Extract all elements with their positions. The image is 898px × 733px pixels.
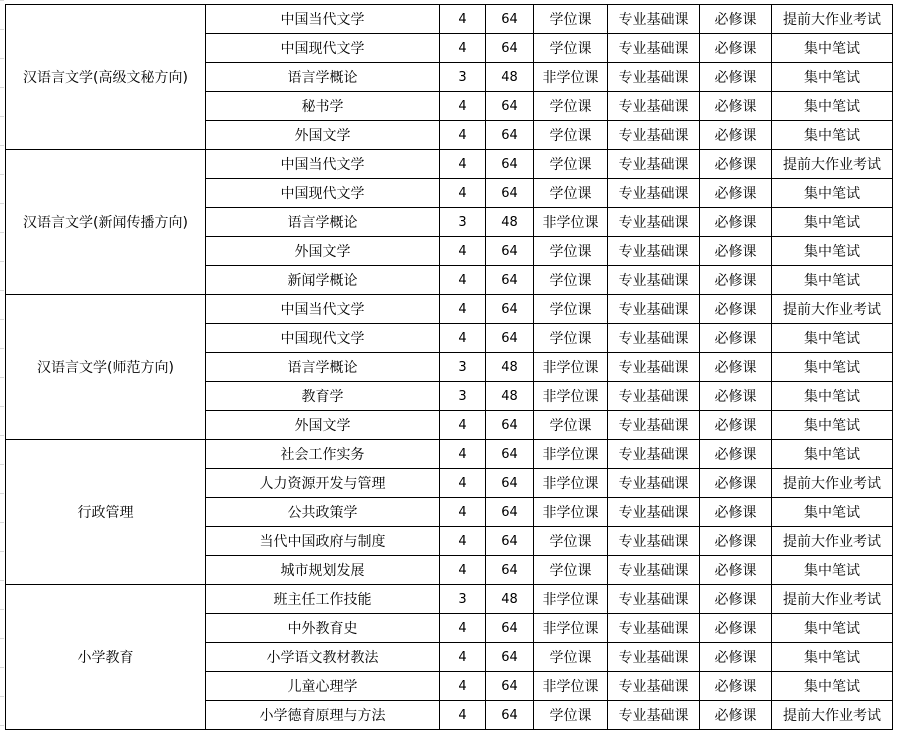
hours-cell: 48 [486, 585, 534, 614]
hours-cell: 64 [486, 527, 534, 556]
course-name-cell: 中国现代文学 [206, 179, 440, 208]
exam-method-cell: 集中笔试 [772, 614, 893, 643]
degree-type-cell: 学位课 [534, 237, 608, 266]
degree-type-cell: 非学位课 [534, 585, 608, 614]
credits-cell: 4 [440, 92, 486, 121]
course-name-cell: 外国文学 [206, 121, 440, 150]
hours-cell: 64 [486, 150, 534, 179]
requirement-cell: 必修课 [700, 34, 772, 63]
requirement-cell: 必修课 [700, 411, 772, 440]
credits-cell: 4 [440, 498, 486, 527]
course-category-cell: 专业基础课 [608, 585, 700, 614]
hours-cell: 64 [486, 266, 534, 295]
credits-cell: 3 [440, 585, 486, 614]
course-name-cell: 语言学概论 [206, 63, 440, 92]
course-table [5, 4, 893, 730]
requirement-cell: 必修课 [700, 179, 772, 208]
hours-cell: 64 [486, 672, 534, 701]
hours-cell: 64 [486, 295, 534, 324]
course-name-cell: 小学语文教材教法 [206, 643, 440, 672]
degree-type-cell: 学位课 [534, 556, 608, 585]
exam-method-cell: 集中笔试 [772, 353, 893, 382]
course-category-cell: 专业基础课 [608, 469, 700, 498]
degree-type-cell: 非学位课 [534, 353, 608, 382]
requirement-cell: 必修课 [700, 295, 772, 324]
degree-type-cell: 学位课 [534, 179, 608, 208]
credits-cell: 4 [440, 295, 486, 324]
requirement-cell: 必修课 [700, 614, 772, 643]
exam-method-cell: 集中笔试 [772, 92, 893, 121]
degree-type-cell: 学位课 [534, 150, 608, 179]
course-name-cell: 小学德育原理与方法 [206, 701, 440, 730]
degree-type-cell: 学位课 [534, 121, 608, 150]
degree-type-cell: 非学位课 [534, 469, 608, 498]
credits-cell: 4 [440, 5, 486, 34]
hours-cell: 64 [486, 34, 534, 63]
course-name-cell: 语言学概论 [206, 208, 440, 237]
hours-cell: 64 [486, 179, 534, 208]
course-category-cell: 专业基础课 [608, 614, 700, 643]
course-name-cell: 中国当代文学 [206, 150, 440, 179]
credits-cell: 4 [440, 527, 486, 556]
requirement-cell: 必修课 [700, 382, 772, 411]
exam-method-cell: 集中笔试 [772, 63, 893, 92]
degree-type-cell: 非学位课 [534, 672, 608, 701]
degree-type-cell: 学位课 [534, 324, 608, 353]
degree-type-cell: 非学位课 [534, 614, 608, 643]
course-category-cell: 专业基础课 [608, 440, 700, 469]
hours-cell: 64 [486, 440, 534, 469]
credits-cell: 4 [440, 324, 486, 353]
exam-method-cell: 集中笔试 [772, 34, 893, 63]
table-row [6, 295, 893, 324]
requirement-cell: 必修课 [700, 150, 772, 179]
course-category-cell: 专业基础课 [608, 150, 700, 179]
course-name-cell: 教育学 [206, 382, 440, 411]
hours-cell: 48 [486, 208, 534, 237]
requirement-cell: 必修课 [700, 498, 772, 527]
requirement-cell: 必修课 [700, 237, 772, 266]
requirement-cell: 必修课 [700, 701, 772, 730]
course-category-cell: 专业基础课 [608, 324, 700, 353]
course-name-cell: 中国当代文学 [206, 5, 440, 34]
requirement-cell: 必修课 [700, 556, 772, 585]
exam-method-cell: 集中笔试 [772, 411, 893, 440]
exam-method-cell: 提前大作业考试 [772, 5, 893, 34]
course-category-cell: 专业基础课 [608, 5, 700, 34]
table-row [6, 150, 893, 179]
hours-cell: 64 [486, 411, 534, 440]
requirement-cell: 必修课 [700, 469, 772, 498]
credits-cell: 4 [440, 179, 486, 208]
degree-type-cell: 学位课 [534, 643, 608, 672]
degree-type-cell: 学位课 [534, 92, 608, 121]
degree-type-cell: 非学位课 [534, 440, 608, 469]
credits-cell: 4 [440, 411, 486, 440]
exam-method-cell: 提前大作业考试 [772, 295, 893, 324]
requirement-cell: 必修课 [700, 121, 772, 150]
course-name-cell: 中国当代文学 [206, 295, 440, 324]
credits-cell: 4 [440, 150, 486, 179]
major-cell: 汉语言文学(师范方向) [6, 295, 206, 440]
hours-cell: 64 [486, 324, 534, 353]
course-category-cell: 专业基础课 [608, 701, 700, 730]
credits-cell: 3 [440, 382, 486, 411]
hours-cell: 64 [486, 92, 534, 121]
degree-type-cell: 学位课 [534, 266, 608, 295]
requirement-cell: 必修课 [700, 585, 772, 614]
exam-method-cell: 提前大作业考试 [772, 150, 893, 179]
credits-cell: 4 [440, 701, 486, 730]
course-name-cell: 外国文学 [206, 411, 440, 440]
course-category-cell: 专业基础课 [608, 643, 700, 672]
course-name-cell: 语言学概论 [206, 353, 440, 382]
credits-cell: 4 [440, 469, 486, 498]
exam-method-cell: 集中笔试 [772, 237, 893, 266]
table-row [6, 585, 893, 614]
course-name-cell: 新闻学概论 [206, 266, 440, 295]
exam-method-cell: 集中笔试 [772, 324, 893, 353]
course-category-cell: 专业基础课 [608, 266, 700, 295]
table-row [6, 440, 893, 469]
exam-method-cell: 提前大作业考试 [772, 527, 893, 556]
course-category-cell: 专业基础课 [608, 179, 700, 208]
exam-method-cell: 集中笔试 [772, 121, 893, 150]
credits-cell: 3 [440, 63, 486, 92]
requirement-cell: 必修课 [700, 208, 772, 237]
course-name-cell: 城市规划发展 [206, 556, 440, 585]
exam-method-cell: 集中笔试 [772, 382, 893, 411]
hours-cell: 64 [486, 498, 534, 527]
degree-type-cell: 非学位课 [534, 208, 608, 237]
exam-method-cell: 集中笔试 [772, 643, 893, 672]
exam-method-cell: 提前大作业考试 [772, 585, 893, 614]
hours-cell: 64 [486, 121, 534, 150]
course-category-cell: 专业基础课 [608, 208, 700, 237]
degree-type-cell: 学位课 [534, 5, 608, 34]
credits-cell: 4 [440, 34, 486, 63]
hours-cell: 64 [486, 237, 534, 266]
course-name-cell: 当代中国政府与制度 [206, 527, 440, 556]
hours-cell: 64 [486, 469, 534, 498]
degree-type-cell: 学位课 [534, 34, 608, 63]
course-category-cell: 专业基础课 [608, 382, 700, 411]
requirement-cell: 必修课 [700, 63, 772, 92]
exam-method-cell: 集中笔试 [772, 672, 893, 701]
degree-type-cell: 学位课 [534, 527, 608, 556]
course-name-cell: 中国现代文学 [206, 324, 440, 353]
degree-type-cell: 学位课 [534, 701, 608, 730]
major-cell: 行政管理 [6, 440, 206, 585]
degree-type-cell: 非学位课 [534, 63, 608, 92]
requirement-cell: 必修课 [700, 266, 772, 295]
credits-cell: 3 [440, 353, 486, 382]
credits-cell: 4 [440, 556, 486, 585]
major-cell: 汉语言文学(新闻传播方向) [6, 150, 206, 295]
course-category-cell: 专业基础课 [608, 527, 700, 556]
course-category-cell: 专业基础课 [608, 498, 700, 527]
course-category-cell: 专业基础课 [608, 121, 700, 150]
course-category-cell: 专业基础课 [608, 63, 700, 92]
exam-method-cell: 集中笔试 [772, 440, 893, 469]
course-category-cell: 专业基础课 [608, 556, 700, 585]
hours-cell: 48 [486, 382, 534, 411]
course-name-cell: 中外教育史 [206, 614, 440, 643]
requirement-cell: 必修课 [700, 92, 772, 121]
requirement-cell: 必修课 [700, 672, 772, 701]
requirement-cell: 必修课 [700, 353, 772, 382]
course-name-cell: 秘书学 [206, 92, 440, 121]
course-category-cell: 专业基础课 [608, 411, 700, 440]
credits-cell: 4 [440, 266, 486, 295]
table-row [6, 5, 893, 34]
course-name-cell: 社会工作实务 [206, 440, 440, 469]
course-name-cell: 班主任工作技能 [206, 585, 440, 614]
exam-method-cell: 集中笔试 [772, 498, 893, 527]
hours-cell: 48 [486, 353, 534, 382]
course-name-cell: 儿童心理学 [206, 672, 440, 701]
degree-type-cell: 非学位课 [534, 498, 608, 527]
course-name-cell: 中国现代文学 [206, 34, 440, 63]
credits-cell: 4 [440, 672, 486, 701]
major-cell: 小学教育 [6, 585, 206, 730]
exam-method-cell: 提前大作业考试 [772, 701, 893, 730]
requirement-cell: 必修课 [700, 643, 772, 672]
exam-method-cell: 集中笔试 [772, 556, 893, 585]
requirement-cell: 必修课 [700, 324, 772, 353]
course-name-cell: 人力资源开发与管理 [206, 469, 440, 498]
credits-cell: 4 [440, 643, 486, 672]
course-category-cell: 专业基础课 [608, 34, 700, 63]
exam-method-cell: 集中笔试 [772, 208, 893, 237]
hours-cell: 64 [486, 556, 534, 585]
spreadsheet-gridlines [0, 0, 4, 733]
course-category-cell: 专业基础课 [608, 92, 700, 121]
hours-cell: 64 [486, 643, 534, 672]
hours-cell: 48 [486, 63, 534, 92]
credits-cell: 4 [440, 614, 486, 643]
course-category-cell: 专业基础课 [608, 295, 700, 324]
credits-cell: 4 [440, 121, 486, 150]
credits-cell: 4 [440, 440, 486, 469]
exam-method-cell: 集中笔试 [772, 266, 893, 295]
degree-type-cell: 学位课 [534, 295, 608, 324]
credits-cell: 3 [440, 208, 486, 237]
hours-cell: 64 [486, 5, 534, 34]
degree-type-cell: 非学位课 [534, 382, 608, 411]
requirement-cell: 必修课 [700, 527, 772, 556]
exam-method-cell: 提前大作业考试 [772, 469, 893, 498]
major-cell: 汉语言文学(高级文秘方向) [6, 5, 206, 150]
course-category-cell: 专业基础课 [608, 237, 700, 266]
course-name-cell: 外国文学 [206, 237, 440, 266]
hours-cell: 64 [486, 614, 534, 643]
requirement-cell: 必修课 [700, 440, 772, 469]
degree-type-cell: 学位课 [534, 411, 608, 440]
hours-cell: 64 [486, 701, 534, 730]
course-category-cell: 专业基础课 [608, 353, 700, 382]
course-name-cell: 公共政策学 [206, 498, 440, 527]
exam-method-cell: 集中笔试 [772, 179, 893, 208]
course-category-cell: 专业基础课 [608, 672, 700, 701]
requirement-cell: 必修课 [700, 5, 772, 34]
credits-cell: 4 [440, 237, 486, 266]
